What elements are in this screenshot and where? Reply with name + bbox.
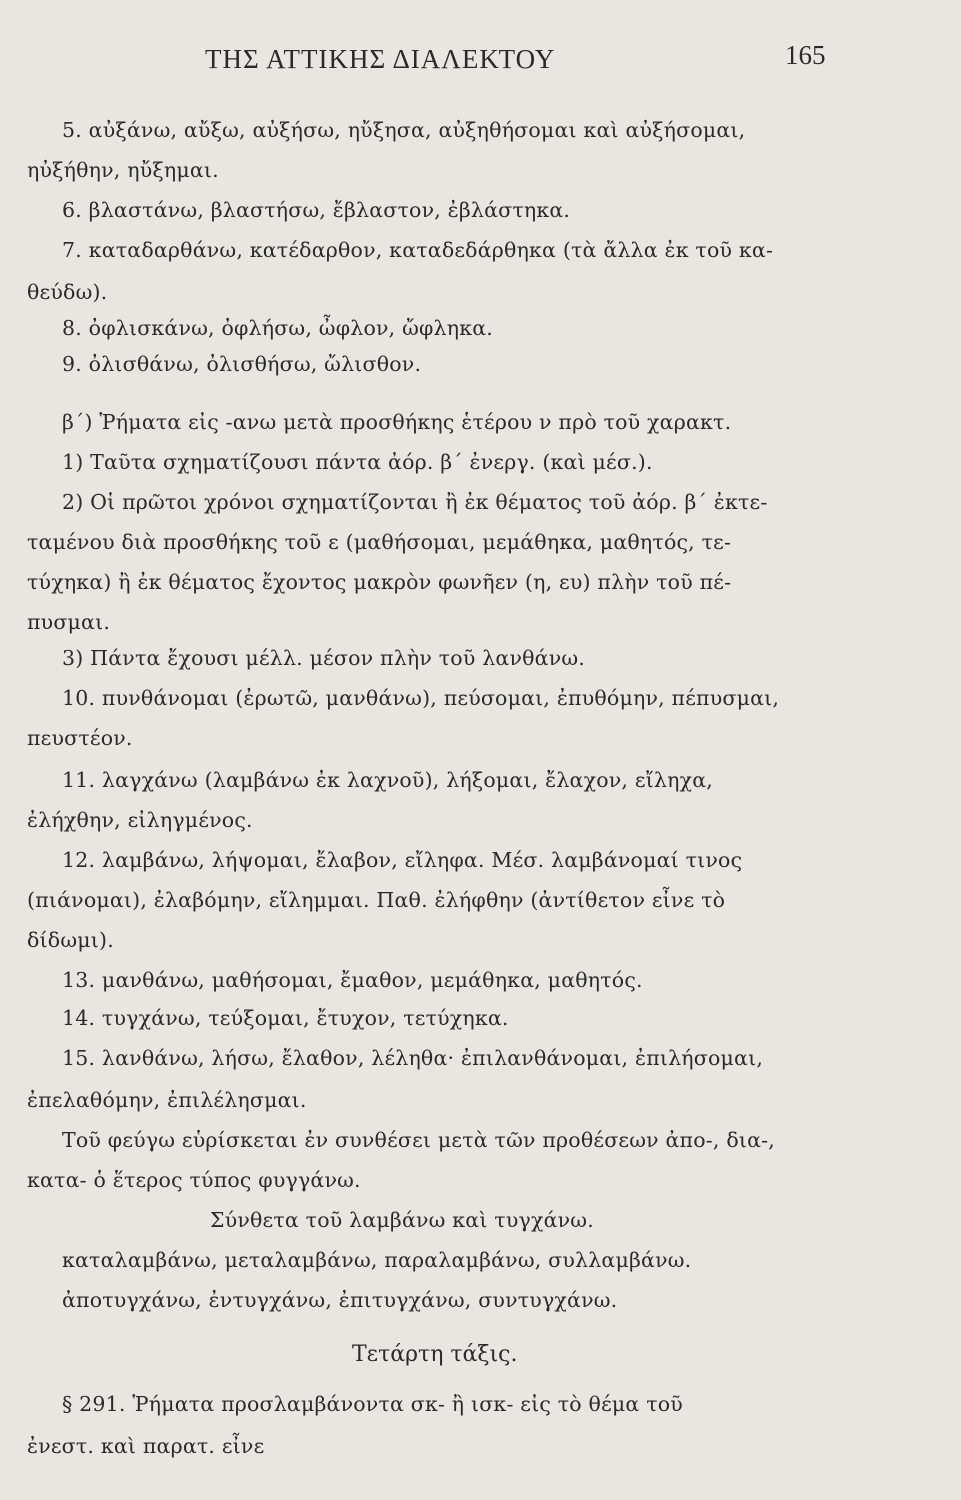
text-line: θεύδω). (27, 280, 108, 304)
section-heading-beta: β΄) Ῥήματα εἰς -ανω μετὰ προσθήκης ἑτέρου ν πρὸ τοῦ χαρακτ. (62, 410, 732, 434)
text-line: τύχηκα) ἢ ἐκ θέματος ἔχοντος μακρὸν φωνῆεν (η, ευ) πλὴν τοῦ πέ- (27, 570, 732, 594)
text-line: ηὐξήθην, ηὔξημαι. (27, 158, 219, 182)
entry-15: 15. λανθάνω, λήσω, ἔλαθον, λέληθα· ἐπιλανθάνομαι, ἐπιλήσομαι, (62, 1046, 764, 1070)
paragraph-291: § 291. Ῥήματα προσλαμβάνοντα σκ- ἢ ισκ- εἰς τὸ θέμα τοῦ (62, 1392, 683, 1416)
section-title-fourth-class: Τετάρτη τάξις. (352, 1342, 518, 1367)
text-line: 9. ὀλισθάνω, ὀλισθήσω, ὤλισθον. (62, 352, 422, 376)
text-line: δίδωμι). (27, 928, 114, 952)
text-line: (πιάνομαι), ἐλαβόμην, εἴλημμαι. Παθ. ἐλήφθην (ἀντίθετον εἶνε τὸ (27, 888, 726, 912)
text-line: καταλαμβάνω, μεταλαμβάνω, παραλαμβάνω, συλλαμβάνω. (62, 1248, 692, 1272)
text-line: 6. βλαστάνω, βλαστήσω, ἔβλαστον, ἐβλάστηκα. (62, 198, 571, 222)
rule-3: 3) Πάντα ἔχουσι μέλλ. μέσον πλὴν τοῦ λανθάνω. (62, 646, 586, 670)
text-line: Τοῦ φεύγω εὑρίσκεται ἐν συνθέσει μετὰ τῶν προθέσεων ἀπο-, δια-, (62, 1128, 775, 1152)
text-line: ἀποτυγχάνω, ἐντυγχάνω, ἐπιτυγχάνω, συντυγχάνω. (62, 1288, 618, 1312)
page-number: 165 (785, 40, 826, 70)
text-line: πυσμαι. (27, 610, 111, 634)
text-line: ἐνεστ. καὶ παρατ. εἶνε (27, 1434, 265, 1458)
rule-1: 1) Ταῦτα σχηματίζουσι πάντα ἀόρ. β΄ ἐνεργ. (καὶ μέσ.). (62, 450, 653, 474)
entry-11: 11. λαγχάνω (λαμβάνω ἐκ λαχνοῦ), λήξομαι, ἔλαχον, εἴληχα, (62, 768, 713, 792)
subheading-compounds: Σύνθετα τοῦ λαμβάνω καὶ τυγχάνω. (210, 1208, 594, 1232)
entry-14: 14. τυγχάνω, τεύξομαι, ἔτυχον, τετύχηκα. (62, 1006, 509, 1030)
rule-2: 2) Οἱ πρῶτοι χρόνοι σχηματίζονται ἢ ἐκ θέματος τοῦ ἀόρ. β΄ ἐκτε- (62, 490, 768, 514)
header-title: ΤΗΣ ΑΤΤΙΚΗΣ ΔΙΑΛΕΚΤΟΥ (205, 44, 556, 74)
text-line: ἐλήχθην, εἰληγμένος. (27, 808, 253, 832)
text-line: 7. καταδαρθάνω, κατέδαρθον, καταδεδάρθηκα (τὰ ἄλλα ἐκ τοῦ κα- (62, 238, 774, 262)
entry-10: 10. πυνθάνομαι (ἐρωτῶ, μανθάνω), πεύσομαι, ἐπυθόμην, πέπυσμαι, (62, 686, 780, 710)
text-line: πευστέον. (27, 726, 133, 750)
running-header (0, 40, 961, 84)
text-line: ἐπελαθόμην, ἐπιλέλησμαι. (27, 1088, 307, 1112)
entry-13: 13. μανθάνω, μαθήσομαι, ἔμαθον, μεμάθηκα, μαθητός. (62, 968, 643, 992)
text-line: 5. αὐξάνω, αὔξω, αὐξήσω, ηὔξησα, αὐξηθήσομαι καὶ αὐξήσομαι, (62, 118, 746, 142)
text-line: κατα- ὁ ἕτερος τύπος φυγγάνω. (27, 1168, 361, 1192)
entry-12: 12. λαμβάνω, λήψομαι, ἔλαβον, εἴληφα. Μέσ. λαμβάνομαί τινος (62, 848, 743, 872)
text-line: 8. ὀφλισκάνω, ὀφλήσω, ὦφλον, ὤφληκα. (62, 316, 493, 340)
text-line: ταμένου διὰ προσθήκης τοῦ ε (μαθήσομαι, μεμάθηκα, μαθητός, τε- (27, 530, 732, 554)
